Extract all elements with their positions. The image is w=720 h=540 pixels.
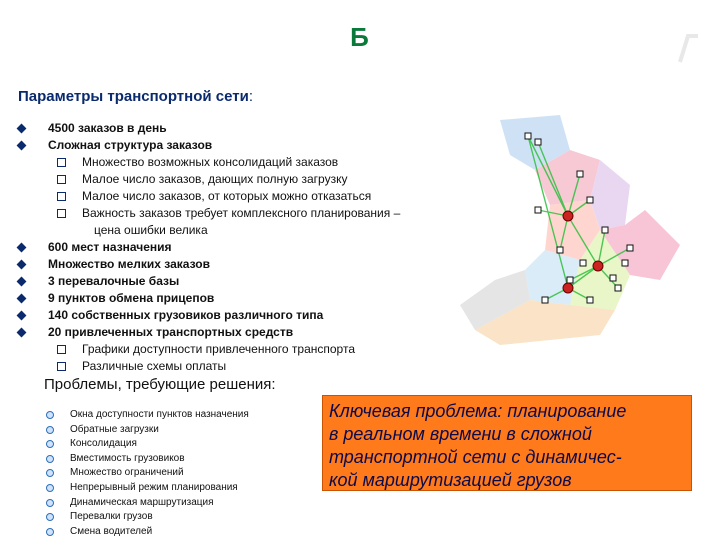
checkbox-bullet-icon (57, 158, 66, 167)
destination-marker (610, 275, 616, 281)
param-item: 600 мест назначения (14, 239, 474, 256)
diamond-bullet-icon (17, 243, 27, 253)
callout-line: в реальном времени в сложной (329, 424, 592, 444)
param-subitem: Малое число заказов, от которых можно отказаться (14, 188, 474, 205)
slide-title: Б (350, 22, 370, 52)
diamond-bullet-icon (17, 260, 27, 270)
round-bullet-icon (46, 455, 54, 463)
problem-item: Вместимость грузовиков (44, 452, 249, 467)
round-bullet-icon (46, 499, 54, 507)
param-subitem-continuation: цена ошибки велика (94, 223, 208, 237)
diamond-bullet-icon (17, 124, 27, 134)
param-subitem: Важность заказов требует комплексного планирования – (14, 205, 474, 222)
diamond-bullet-icon (17, 277, 27, 287)
callout-line: кой маршрутизацией грузов (329, 470, 572, 490)
problems-list (44, 408, 249, 539)
checkbox-bullet-icon (57, 209, 66, 218)
param-subitem: Графики доступности привлеченного транспорта (14, 341, 474, 358)
param-item: Сложная структура заказов (14, 137, 474, 154)
problem-item: Перевалки грузов (44, 510, 249, 525)
param-subitem: Малое число заказов, дающих полную загрузку (14, 171, 474, 188)
round-bullet-icon (46, 440, 54, 448)
destination-marker (602, 227, 608, 233)
param-subitem: Множество возможных консолидаций заказов (14, 154, 474, 171)
param-item: Множество мелких заказов (14, 256, 474, 273)
round-bullet-icon (46, 484, 54, 492)
checkbox-bullet-icon (57, 362, 66, 371)
diamond-bullet-icon (17, 311, 27, 321)
round-bullet-icon (46, 426, 54, 434)
param-subitem: Различные схемы оплаты (14, 358, 474, 375)
round-bullet-icon (46, 513, 54, 521)
param-item: 4500 заказов в день (14, 120, 474, 137)
destination-marker (577, 171, 583, 177)
destination-marker (557, 247, 563, 253)
diamond-bullet-icon (17, 328, 27, 338)
params-heading-colon: : (248, 88, 253, 105)
destination-marker (615, 285, 621, 291)
param-item: 20 привлеченных транспортных средств (14, 324, 474, 341)
transport-network-map (440, 110, 690, 360)
problem-item: Множество ограничений (44, 466, 249, 481)
problem-item: Смена водителей (44, 525, 249, 540)
problem-item: Консолидация (44, 437, 249, 452)
param-item: 140 собственных грузовиков различного типа (14, 307, 474, 324)
round-bullet-icon (46, 528, 54, 536)
destination-marker (525, 133, 531, 139)
params-list (14, 120, 474, 375)
diamond-bullet-icon (17, 141, 27, 151)
checkbox-bullet-icon (57, 175, 66, 184)
problems-heading: Проблемы, требующие решения: (44, 376, 276, 393)
destination-marker (535, 139, 541, 145)
param-item: 9 пунктов обмена прицепов (14, 290, 474, 307)
params-heading (18, 88, 253, 105)
hub-marker (593, 261, 603, 271)
destination-marker (580, 260, 586, 266)
destination-marker (622, 260, 628, 266)
round-bullet-icon (46, 411, 54, 419)
problem-item: Обратные загрузки (44, 423, 249, 438)
map-regions (460, 115, 680, 345)
params-heading-text: Параметры транспортной сети (18, 88, 249, 105)
round-bullet-icon (46, 469, 54, 477)
destination-marker (535, 207, 541, 213)
destination-marker (627, 245, 633, 251)
destination-marker (567, 277, 573, 283)
checkbox-bullet-icon (57, 192, 66, 201)
param-item: 3 перевалочные базы (14, 273, 474, 290)
callout-line: Ключевая проблема: планирование (329, 401, 627, 421)
destination-marker (587, 197, 593, 203)
hub-marker (563, 283, 573, 293)
diamond-bullet-icon (17, 294, 27, 304)
callout-line: транспортной сети с динамичес- (329, 447, 622, 467)
destination-marker (587, 297, 593, 303)
checkbox-bullet-icon (57, 345, 66, 354)
problem-item: Непрерывный режим планирования (44, 481, 249, 496)
hub-marker (563, 211, 573, 221)
problem-item: Окна доступности пунктов назначения (44, 408, 249, 423)
key-problem-callout (322, 395, 692, 491)
problem-item: Динамическая маршрутизация (44, 496, 249, 511)
destination-marker (542, 297, 548, 303)
